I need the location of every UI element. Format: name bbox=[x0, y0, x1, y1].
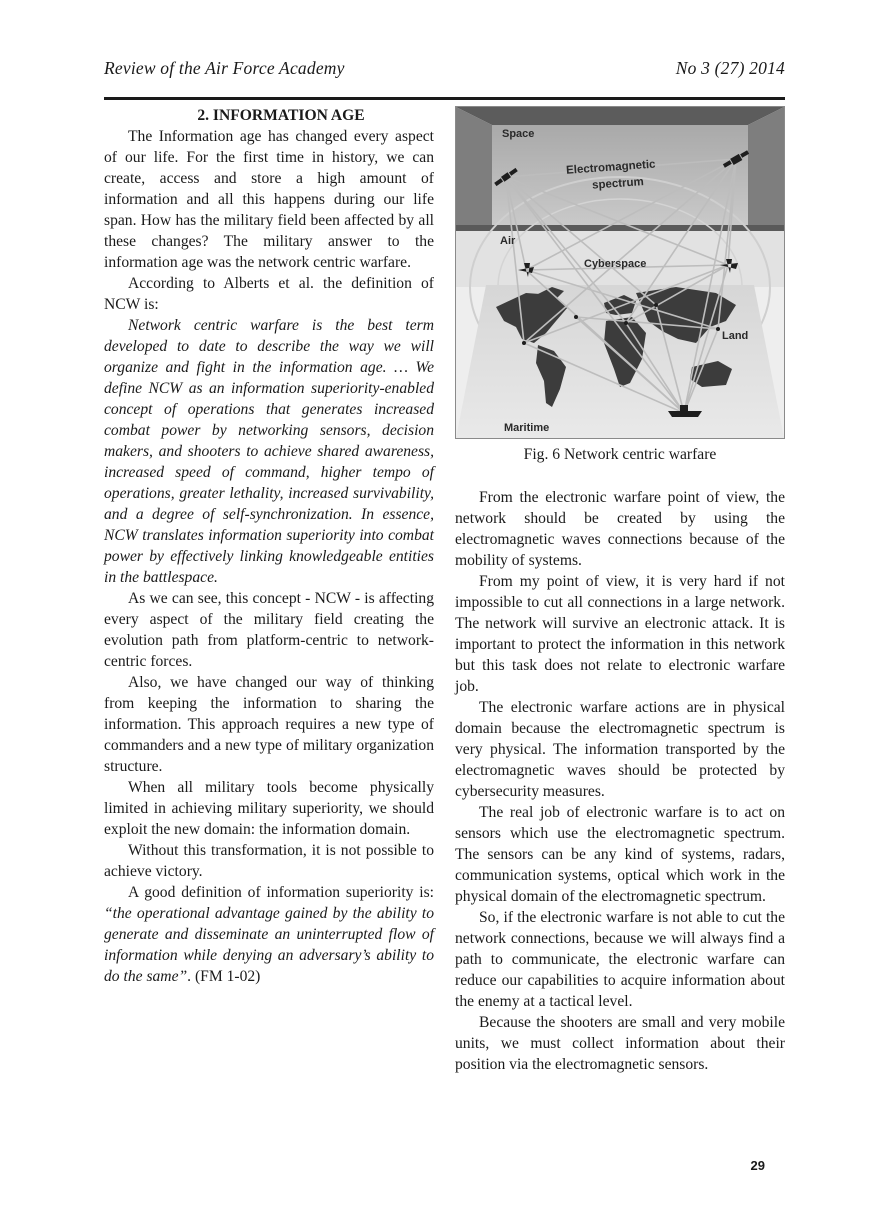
paragraph: From the electronic warfare point of view, the network should be created by using the electromagnetic waves connections because of the mobility of systems. bbox=[455, 489, 785, 569]
land-node bbox=[654, 303, 658, 307]
land-node bbox=[522, 341, 526, 345]
paragraph: As we can see, this concept - NCW - is affecting every aspect of the military field creating the evolution path from platform-centric to network-centric forces. bbox=[104, 590, 434, 670]
paragraph: The electronic warfare actions are in physical domain because the electromagnetic spectrum is very physical. The information transported by the electromagnetic waves should be protected by cybersecurity measures. bbox=[455, 699, 785, 800]
paragraph: So, if the electronic warfare is not able to cut the network connections, because we will always find a path to communicate, the electronic warfare can reduce our capabilities to acquire information about the enemy at a tactical level. bbox=[455, 909, 785, 1010]
space-floor-edge bbox=[456, 225, 784, 231]
paragraph: Also, we have changed our way of thinking from keeping the information to sharing the information. This approach requires a new type of commanders and a new type of military organization structure. bbox=[104, 674, 434, 775]
paragraph bbox=[104, 882, 434, 987]
figure-caption: Fig. 6 Network centric warfare bbox=[523, 446, 717, 463]
label-land: Land bbox=[722, 330, 749, 342]
label-space: Space bbox=[502, 128, 535, 140]
section-title: 2. INFORMATION AGE bbox=[197, 107, 365, 124]
land-node bbox=[574, 315, 578, 319]
space-wall-right bbox=[748, 107, 784, 227]
fm-quote: “the operational advantage gained by the ability to generate and disseminate an uninterrupted flow of information while denying an adversary’s ability to do the same” bbox=[104, 905, 434, 985]
paragraph: Without this transformation, it is not possible to achieve victory. bbox=[104, 842, 434, 880]
paragraph: The real job of electronic warfare is to act on sensors which use the electromagnetic spectrum. The sensors can be any kind of systems, radars, communication systems, optical which work in the physical domain of the electromagnetic spectrum. bbox=[455, 804, 785, 905]
journal-title: Review of the Air Force Academy bbox=[104, 58, 345, 78]
land-node bbox=[716, 327, 720, 331]
label-electromagnetic: Electromagnetic bbox=[565, 158, 656, 177]
paragraph: The Information age has changed every aspect of our life. For the first time in history, we can create, access and store a high amount of information and all this happens during our life span. How has the military field been affected by all these changes? The military answer to the information age was the network centric warfare. bbox=[104, 128, 434, 271]
figure-illustration bbox=[456, 107, 784, 438]
space-ceiling bbox=[456, 107, 784, 125]
paragraph: Because the shooters are small and very mobile units, we must collect information about their position via the electromagnetic sensors. bbox=[455, 1014, 785, 1073]
label-maritime: Maritime bbox=[504, 422, 550, 434]
issue-label: No 3 (27) 2014 bbox=[675, 58, 785, 78]
paragraph: According to Alberts et al. the definition of NCW is: bbox=[104, 275, 434, 313]
label-spectrum: spectrum bbox=[591, 176, 645, 192]
ncw-definition-quote: Network centric warfare is the best term developed to date to describe the way we will organize and fight in the information age. … We define NCW as an information superiority-enabled concept of operations that generates increased combat power by networking sensors, decision makers, and shooters to achieve shared awareness, increased speed of command, higher tempo of operations, greater lethality, increased survivability, and a degree of self-synchronization. In essence, NCW translates information superiority into combat power by effectively linking knowledgeable entities in the battlespace. bbox=[104, 317, 434, 586]
right-column bbox=[455, 487, 785, 1075]
space-wall-left bbox=[456, 107, 492, 227]
label-cyberspace: Cyberspace bbox=[584, 258, 647, 270]
paragraph-lead: A good definition of information superiority is: bbox=[128, 884, 434, 901]
label-air: Air bbox=[500, 235, 516, 247]
header-rule bbox=[104, 97, 785, 100]
paragraph: From my point of view, it is very hard if not impossible to cut all connections in a large network. The network will survive an electronic attack. It is important to protect the information in this network but this task does not relate to electronic warfare job. bbox=[455, 573, 785, 695]
paragraph: When all military tools become physically limited in achieving military superiority, we should exploit the new domain: the information domain. bbox=[104, 779, 434, 838]
page-number: 29 bbox=[750, 1158, 765, 1173]
paragraph-tail: . (FM 1-02) bbox=[187, 968, 261, 985]
network-centric-warfare-figure bbox=[455, 106, 785, 439]
left-column bbox=[104, 105, 434, 987]
land-node bbox=[624, 321, 628, 325]
